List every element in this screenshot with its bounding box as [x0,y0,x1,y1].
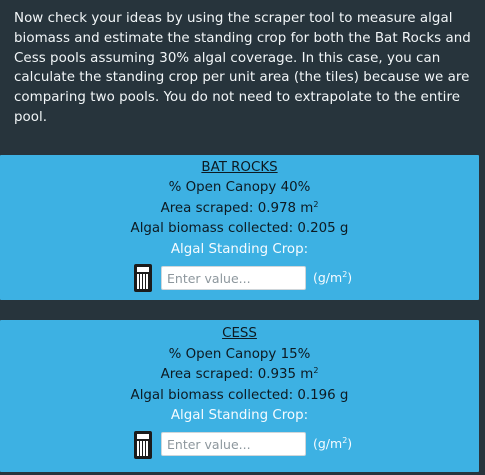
area-unit-superscript: 2 [313,366,319,375]
open-canopy-text: % Open Canopy 40% [168,180,311,195]
area-scraped-value: Area scraped: 0.978 m [160,201,314,216]
standing-crop-label: Algal Standing Crop: [170,242,309,257]
unit-prefix: (g/m [313,270,343,285]
area-unit-superscript: 2 [313,200,319,209]
unit-superscript: 2 [342,270,348,279]
unit-label [313,270,352,285]
instructions-line: Now check your ideas by using the scraper tool to measure algal [14,11,453,26]
site-title: CESS [222,326,257,341]
area-scraped-text [0,367,479,382]
calculator-icon[interactable] [134,264,152,292]
area-scraped-value: Area scraped: 0.935 m [160,367,314,382]
instructions-line: pool. [14,109,48,125]
algal-biomass-text: Algal biomass collected: 0.205 g [130,221,349,236]
area-scraped-text [0,201,479,216]
instructions-text [14,9,476,128]
unit-label [313,436,352,451]
bat-rocks-card [0,155,479,300]
unit-suffix: ) [347,270,353,285]
standing-crop-label: Algal Standing Crop: [170,408,309,423]
site-title: BAT ROCKS [201,160,278,175]
instructions-line: comparing two pools. You do not need to extrapolate to the entire [14,90,460,106]
instructions-line: biomass and estimate the standing crop for both the Bat Rocks and [14,30,471,46]
calculator-icon[interactable] [134,431,152,459]
unit-suffix: ) [347,436,353,451]
instructions-line: calculate the standing crop per unit area (the tiles) because we are [14,70,470,86]
cess-standing-crop-input[interactable] [161,432,306,456]
cess-card [0,320,479,472]
algal-biomass-text: Algal biomass collected: 0.196 g [130,388,349,403]
instructions-line: Cess pools assuming 30% algal coverage. In this case, you can [14,50,441,66]
open-canopy-text: % Open Canopy 15% [168,347,311,362]
unit-prefix: (g/m [313,436,343,451]
bat-rocks-standing-crop-input[interactable] [161,266,306,290]
unit-superscript: 2 [342,436,348,445]
